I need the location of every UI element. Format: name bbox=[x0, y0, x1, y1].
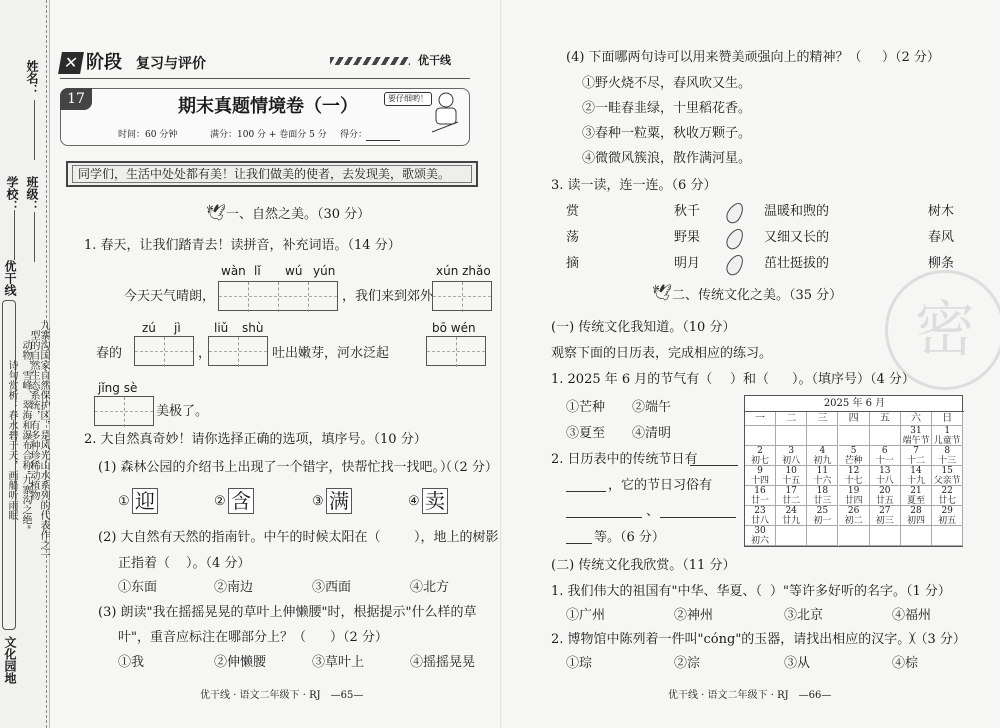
calendar-date: 7 bbox=[913, 446, 919, 456]
calendar-lunar: 十一 bbox=[875, 456, 894, 466]
full-score: 满分：100 分 + 卷面分 5 分 bbox=[210, 130, 327, 140]
name-line bbox=[34, 100, 35, 160]
calendar-day bbox=[839, 466, 870, 486]
calendar-date: 20 bbox=[879, 486, 891, 496]
q4-score: ）（2 分） bbox=[882, 50, 940, 65]
q2-2-opt-4[interactable]: ④北方 bbox=[410, 580, 450, 595]
calendar-day bbox=[932, 446, 963, 466]
calendar-day bbox=[901, 426, 932, 446]
calendar-lunar: 十五 bbox=[782, 476, 801, 486]
c1-text-a: 1. 2025 年 6 月的节气有（ bbox=[551, 372, 713, 387]
match-d-2[interactable]: 春风 bbox=[928, 230, 955, 245]
calendar-day bbox=[807, 426, 838, 446]
calendar-day bbox=[901, 506, 932, 526]
calendar-lunar: 廿二 bbox=[782, 496, 801, 506]
match-d-3[interactable]: 柳条 bbox=[928, 256, 955, 271]
calendar-date: 11 bbox=[816, 466, 829, 476]
q2-1-score: ）（2 分） bbox=[440, 460, 498, 475]
calendar-day bbox=[932, 526, 963, 546]
calendar-lunar: 十六 bbox=[813, 476, 832, 486]
school-line bbox=[14, 210, 15, 260]
calendar-day bbox=[839, 446, 870, 466]
calendar-lunar: 十九 bbox=[906, 476, 925, 486]
calendar-lunar: 初五 bbox=[938, 516, 957, 526]
q2-title: 2. 大自然真奇妙！请你选择正确的选项，填序号。（10 分） bbox=[84, 432, 427, 447]
calendar-lunar: 廿七 bbox=[938, 496, 957, 506]
char-option-1[interactable]: 迎 bbox=[132, 488, 158, 514]
q2-2-text-d: ）。（4 分） bbox=[186, 556, 251, 571]
calendar-day bbox=[932, 486, 963, 506]
calendar-day bbox=[870, 486, 901, 506]
calendar-title: 2025 年 6 月 bbox=[745, 396, 964, 412]
d1-opt-2[interactable]: ②神州 bbox=[674, 608, 714, 623]
q3-title: 3. 读一读，连一连。（6 分） bbox=[551, 178, 717, 193]
answer-grid-wanliwuyun[interactable] bbox=[218, 281, 338, 311]
answer-grid-jingse[interactable] bbox=[94, 396, 154, 426]
intro-text: 同学们，生活中处处都有美！让我们做美的使者，去发现美，歌颂美。 bbox=[78, 167, 451, 181]
d1-opt-3[interactable]: ③北京 bbox=[784, 608, 824, 623]
q2-3-opt-1[interactable]: ①我 bbox=[118, 655, 145, 670]
calendar-weekday: 五 bbox=[870, 412, 901, 426]
calendar-date: 18 bbox=[816, 486, 829, 496]
calendar-lunar: 十二 bbox=[906, 456, 925, 466]
d1-opt-1[interactable]: ①广州 bbox=[566, 608, 606, 623]
calendar-date: 26 bbox=[847, 506, 860, 516]
calendar-date: 4 bbox=[819, 446, 826, 456]
q2-2-opt-2[interactable]: ②南边 bbox=[214, 580, 254, 595]
side-note-2: 型的自然生态系统，有多种珍稀动植物 bbox=[28, 330, 39, 500]
c2-text-d: 等。（6 分） bbox=[594, 530, 665, 545]
student-drawing-icon bbox=[430, 92, 460, 136]
calendar-lunar: 芒种 bbox=[844, 456, 863, 466]
d1-opt-4[interactable]: ④福州 bbox=[892, 608, 932, 623]
culture-vertical: 文化园地 bbox=[3, 636, 17, 684]
char-option-3[interactable]: 满 bbox=[326, 488, 352, 514]
calendar-weekday: 二 bbox=[776, 412, 807, 426]
char-num-4: ④ bbox=[408, 494, 420, 509]
q2-3-opt-3[interactable]: ③草叶上 bbox=[312, 655, 365, 670]
score-label: 得分： bbox=[340, 130, 368, 140]
c2-blank-5[interactable] bbox=[566, 543, 592, 544]
match-d-1[interactable]: 树木 bbox=[928, 204, 955, 219]
line3: 美极了。 bbox=[156, 404, 209, 419]
right-footer: 优干线 · 语文二年级下 · RJ —66— bbox=[668, 690, 832, 701]
answer-grid-bowen[interactable] bbox=[426, 336, 486, 366]
c2-blank-3[interactable] bbox=[566, 517, 642, 518]
calendar-day bbox=[776, 466, 807, 486]
calendar-date: 8 bbox=[944, 446, 951, 456]
q2-2-text-c: 正指着（ bbox=[118, 556, 171, 571]
c2-blank-2[interactable] bbox=[566, 491, 606, 492]
leaf-icon-2 bbox=[723, 226, 746, 252]
char-num-2: ② bbox=[214, 494, 226, 509]
calendar-day bbox=[870, 526, 901, 546]
pinyin-li: lǐ bbox=[254, 264, 261, 278]
calendar-lunar: 端午节 bbox=[902, 436, 930, 446]
calendar-day bbox=[745, 466, 776, 486]
d2-text-a: 2. 博物馆中陈列着一件叫"cóng"的玉器，请找出相应的汉字。（ bbox=[551, 632, 917, 647]
calendar-weekday: 日 bbox=[932, 412, 963, 426]
section-subtitle: 复习与评价 bbox=[136, 56, 206, 72]
calendar-day bbox=[776, 446, 807, 466]
paper-title: 期末真题情境卷（一） bbox=[178, 96, 358, 117]
c2-blank-4[interactable] bbox=[660, 517, 736, 518]
name-label: 姓名： bbox=[25, 60, 39, 96]
calendar-date: 17 bbox=[785, 486, 797, 496]
side-note-4: 诗句赏析：春水碧于天，画船听雨眠 bbox=[6, 360, 17, 520]
pinyin-jingse: jǐng sè bbox=[98, 381, 138, 395]
pinyin-zu: zú bbox=[142, 321, 156, 335]
calendar-lunar: 儿童节 bbox=[933, 436, 961, 446]
d2-opt-1[interactable]: ①琮 bbox=[566, 656, 593, 671]
swallow-icon-2: 🕊 bbox=[652, 283, 673, 302]
header-rule bbox=[60, 78, 470, 79]
line1-b: ，我们来到郊外 bbox=[342, 289, 434, 304]
calendar-day bbox=[901, 526, 932, 546]
page-divider bbox=[500, 0, 502, 728]
q4-opt-1[interactable]: ①野火烧不尽，春风吹又生。 bbox=[582, 76, 752, 91]
c1-text-b: ）和（ bbox=[730, 372, 770, 387]
calendar-day bbox=[839, 526, 870, 546]
calendar-day bbox=[776, 506, 807, 526]
calendar-lunar: 十七 bbox=[844, 476, 863, 486]
d2-opt-4[interactable]: ④棕 bbox=[892, 656, 919, 671]
calendar-lunar: 初二 bbox=[844, 516, 863, 526]
header-brand: 优干线 bbox=[418, 54, 451, 67]
calendar-date: 3 bbox=[788, 446, 795, 456]
calendar-date: 10 bbox=[785, 466, 797, 476]
q2-3-text-b: 叶"，重音应标注在哪部分上？（ bbox=[118, 630, 306, 645]
calendar-day bbox=[932, 426, 963, 446]
sub-2-title: (二) 传统文化我欣赏。（11 分） bbox=[551, 558, 736, 573]
calendar-lunar: 十三 bbox=[938, 456, 957, 466]
leaf-icon-1 bbox=[723, 200, 746, 226]
calendar-lunar: 廿三 bbox=[813, 496, 832, 506]
calendar-day bbox=[745, 526, 776, 546]
calendar-lunar: 初七 bbox=[750, 456, 769, 466]
calendar-weekday: 三 bbox=[807, 412, 838, 426]
char-num-3: ③ bbox=[312, 494, 324, 509]
char-option-2[interactable]: 含 bbox=[228, 488, 254, 514]
calendar-day bbox=[901, 446, 932, 466]
calendar-day bbox=[901, 466, 932, 486]
side-note-3: 动物，雪峰、翠海和瀑布合称"九寨沟之绝" bbox=[20, 340, 31, 530]
calendar-day bbox=[807, 446, 838, 466]
match-b-1[interactable]: 秋千 bbox=[674, 204, 701, 219]
calendar-day bbox=[745, 426, 776, 446]
q4-opt-4[interactable]: ④微微风簇浪，散作满河星。 bbox=[582, 151, 752, 166]
calendar-date: 12 bbox=[847, 466, 860, 476]
pinyin-xunzhao: xún zhǎo bbox=[436, 264, 491, 278]
class-line bbox=[34, 212, 35, 262]
line2-c: 吐出嫩芽，河水泛起 bbox=[272, 346, 390, 361]
leaf-icon-3 bbox=[723, 252, 746, 278]
match-a-2[interactable]: 荡 bbox=[566, 230, 580, 245]
calendar-june-2025 bbox=[744, 395, 963, 547]
calendar-lunar: 廿一 bbox=[750, 496, 769, 506]
calendar-date: 22 bbox=[941, 486, 953, 496]
calendar-day bbox=[870, 506, 901, 526]
q2-3-text-c: ）（2 分） bbox=[330, 630, 388, 645]
header-stripes bbox=[330, 57, 410, 65]
calendar-day bbox=[807, 526, 838, 546]
q2-3-text-a: (3) 朗读"我在摇摇晃晃的草叶上伸懒腰"时，根据提示"什么样的草 bbox=[98, 605, 477, 620]
q2-1-text: (1) 森林公园的介绍书上出现了一个错字，快帮忙找一找吧。（ bbox=[98, 460, 453, 475]
binding-strip bbox=[0, 0, 50, 728]
answer-grid-zuji[interactable] bbox=[134, 336, 194, 366]
q4-opt-2[interactable]: ②一畦春韭绿，十里稻花香。 bbox=[582, 101, 752, 116]
school-label: 学校： bbox=[5, 176, 19, 212]
calendar-date: 30 bbox=[754, 526, 766, 536]
calendar-lunar: 十八 bbox=[875, 476, 894, 486]
confidential-stamp: 密 bbox=[885, 270, 1000, 390]
calendar-date: 23 bbox=[754, 506, 766, 516]
pinyin-wan: wàn bbox=[221, 264, 246, 278]
calendar-day bbox=[870, 426, 901, 446]
match-c-2[interactable]: 又细又长的 bbox=[764, 230, 830, 245]
calendar-date: 9 bbox=[757, 466, 763, 476]
calendar-intro: 观察下面的日历表，完成相应的练习。 bbox=[551, 346, 773, 361]
q1-title: 1. 春天，让我们踏青去！读拼音，补充词语。（14 分） bbox=[84, 238, 401, 253]
c1-opt-3[interactable]: ③夏至 bbox=[566, 426, 606, 441]
calendar-day bbox=[776, 486, 807, 506]
calendar-lunar: 初六 bbox=[750, 536, 769, 546]
calendar-day bbox=[745, 506, 776, 526]
calendar-day bbox=[870, 466, 901, 486]
calendar-day bbox=[839, 426, 870, 446]
match-c-3[interactable]: 茁壮挺拔的 bbox=[764, 256, 830, 271]
calendar-lunar: 初九 bbox=[813, 456, 832, 466]
calendar-date: 27 bbox=[879, 506, 891, 516]
pinyin-bowen: bō wén bbox=[432, 321, 476, 335]
match-b-3[interactable]: 明月 bbox=[674, 256, 701, 271]
calendar-weekday: 一 bbox=[745, 412, 776, 426]
calendar-date: 25 bbox=[816, 506, 829, 516]
score-blank bbox=[366, 140, 400, 141]
line2-b: ， bbox=[198, 346, 212, 361]
calendar-date: 29 bbox=[941, 506, 953, 516]
q4-text: (4) 下面哪两句诗可以用来赞美顽强向上的精神？（ bbox=[566, 50, 862, 65]
match-c-1[interactable]: 温暖和煦的 bbox=[764, 204, 830, 219]
c1-opt-4[interactable]: ④清明 bbox=[632, 426, 672, 441]
c2-text-c: 、 bbox=[646, 504, 660, 519]
line1-a: 今天天气晴朗， bbox=[124, 289, 216, 304]
pinyin-ji: jì bbox=[174, 321, 181, 335]
d1-text-b: ）"等许多好听的名字。（1 分） bbox=[770, 584, 951, 599]
section-title: 阶段 bbox=[86, 52, 122, 73]
calendar-lunar: 夏至 bbox=[906, 496, 925, 506]
section-1-title: 一、自然之美。（30 分） bbox=[226, 207, 371, 222]
calendar-date: 5 bbox=[850, 446, 857, 456]
d1-text-a: 1. 我们伟大的祖国有"中华、华夏、（ bbox=[551, 584, 763, 599]
calendar-date: 14 bbox=[910, 466, 922, 476]
calendar-lunar: 初八 bbox=[782, 456, 801, 466]
pinyin-shu: shù bbox=[242, 321, 264, 335]
c2-text-b: ，它的节日习俗有 bbox=[608, 478, 713, 493]
calendar-date: 15 bbox=[941, 466, 953, 476]
calendar-weekday: 六 bbox=[901, 412, 932, 426]
calendar-day bbox=[745, 486, 776, 506]
calendar-date: 16 bbox=[754, 486, 766, 496]
calendar-lunar: 初一 bbox=[813, 516, 832, 526]
calendar-day bbox=[839, 506, 870, 526]
calendar-day bbox=[807, 486, 838, 506]
calendar-day bbox=[901, 486, 932, 506]
d2-text-b: ）（3 分） bbox=[908, 632, 966, 647]
calendar-day bbox=[870, 446, 901, 466]
calendar-lunar: 廿九 bbox=[782, 516, 801, 526]
paper-number: 17 bbox=[60, 88, 92, 110]
q2-3-opt-4[interactable]: ④摇摇晃晃 bbox=[410, 655, 476, 670]
calendar-day bbox=[932, 466, 963, 486]
calendar-day bbox=[745, 446, 776, 466]
calendar-day bbox=[776, 526, 807, 546]
q4-opt-3[interactable]: ③春种一粒粟，秋收万颗子。 bbox=[582, 126, 752, 141]
calendar-date: 24 bbox=[785, 506, 797, 516]
match-a-3[interactable]: 摘 bbox=[566, 256, 580, 271]
calendar-date: 31 bbox=[910, 426, 922, 436]
calendar-lunar: 初四 bbox=[906, 516, 925, 526]
answer-grid-liushu[interactable] bbox=[208, 336, 268, 366]
calendar-weekday: 四 bbox=[839, 412, 870, 426]
calendar-date: 28 bbox=[910, 506, 922, 516]
char-option-4[interactable]: 卖 bbox=[422, 488, 448, 514]
c1-opt-1[interactable]: ①芒种 bbox=[566, 400, 606, 415]
calendar-date: 19 bbox=[847, 486, 860, 496]
section-2-title: 二、传统文化之美。（35 分） bbox=[672, 288, 843, 303]
char-num-1: ① bbox=[118, 494, 130, 509]
match-b-2[interactable]: 野果 bbox=[674, 230, 701, 245]
calendar-lunar: 廿八 bbox=[750, 516, 769, 526]
calendar-day bbox=[807, 466, 838, 486]
d2-opt-3[interactable]: ③从 bbox=[784, 656, 811, 671]
class-label: 班级： bbox=[25, 176, 39, 212]
pinyin-wu: wú bbox=[285, 264, 303, 278]
calendar-lunar: 廿五 bbox=[875, 496, 894, 506]
side-note-1: 九寨沟国家自然保护区，是风光山水系列的代表作之一 bbox=[38, 320, 49, 560]
q2-3-opt-2[interactable]: ②伸懒腰 bbox=[214, 655, 267, 670]
calendar-lunar: 廿四 bbox=[844, 496, 863, 506]
calendar-day bbox=[932, 506, 963, 526]
c2-blank-1[interactable] bbox=[690, 465, 738, 466]
sub-1-title: (一) 传统文化我知道。（10 分） bbox=[551, 320, 736, 335]
calendar-lunar: 父亲节 bbox=[933, 476, 961, 486]
calendar-date: 13 bbox=[879, 466, 891, 476]
pinyin-liu: liǔ bbox=[214, 321, 229, 335]
calendar-day bbox=[776, 426, 807, 446]
calendar-day bbox=[839, 486, 870, 506]
line2-a: 春的 bbox=[96, 346, 123, 361]
calendar-lunar: 十四 bbox=[750, 476, 769, 486]
calendar-day bbox=[807, 506, 838, 526]
q2-2-opt-3[interactable]: ③西面 bbox=[312, 580, 352, 595]
answer-grid-xunzhao[interactable] bbox=[432, 281, 492, 311]
calendar-date: 1 bbox=[944, 426, 951, 436]
q2-2-text-a: (2) 大自然有天然的指南针。中午的时候太阳在（ bbox=[98, 530, 381, 545]
swallow-icon: 🕊 bbox=[206, 203, 227, 222]
brand-vertical: 优干线 bbox=[3, 260, 17, 296]
calendar-date: 2 bbox=[757, 446, 763, 456]
calendar-date: 21 bbox=[910, 486, 922, 496]
calendar-date: 6 bbox=[881, 446, 888, 456]
c1-text-c: ）。（填序号）（4 分） bbox=[792, 372, 915, 387]
careful-sticker: 要仔细哟！ bbox=[384, 92, 432, 106]
d2-opt-2[interactable]: ②淙 bbox=[674, 656, 701, 671]
c1-opt-2[interactable]: ②端午 bbox=[632, 400, 672, 415]
q2-2-opt-1[interactable]: ①东面 bbox=[118, 580, 158, 595]
time-limit: 时间：60 分钟 bbox=[118, 130, 178, 140]
match-a-1[interactable]: 赏 bbox=[566, 204, 580, 219]
calendar-lunar: 初三 bbox=[875, 516, 894, 526]
stage-logo-icon: ✕ bbox=[58, 52, 84, 74]
pinyin-yun: yún bbox=[313, 264, 336, 278]
left-footer: 优干线 · 语文二年级下 · RJ —65— bbox=[200, 690, 364, 701]
c2-text-a: 2. 日历表中的传统节日有 bbox=[551, 452, 698, 467]
q2-2-text-b: ），地上的树影 bbox=[414, 530, 499, 545]
